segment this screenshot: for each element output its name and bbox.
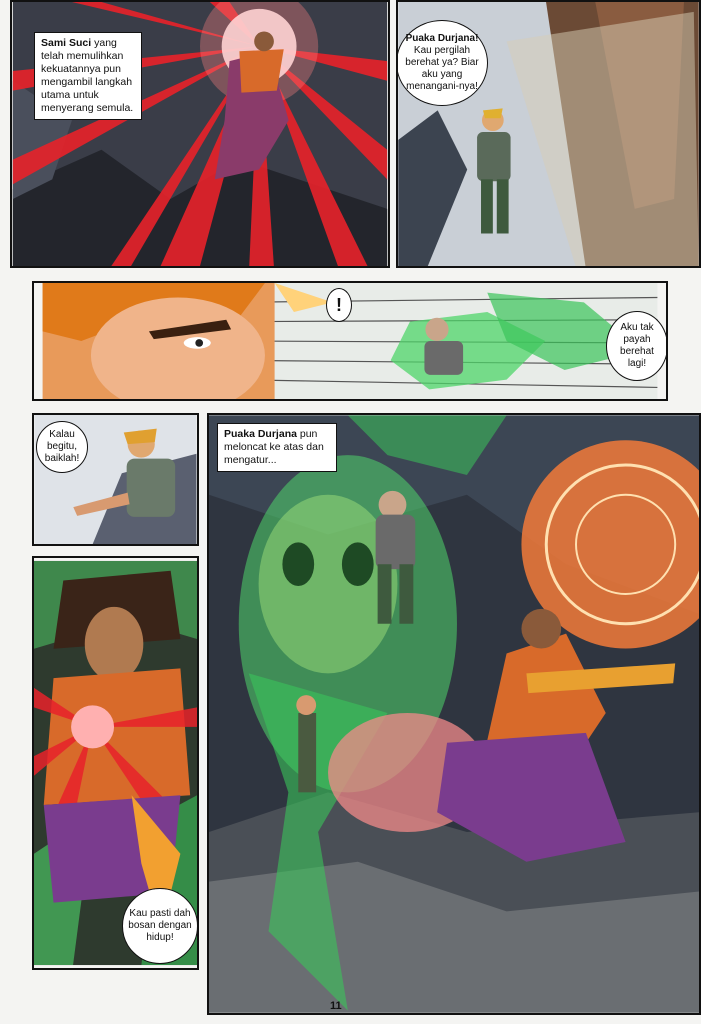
narration-caption [217, 423, 337, 472]
panel-2-hero-standing [396, 0, 701, 268]
caption-text: pun meloncat ke atas dan mengatur... [224, 428, 324, 466]
panel-3-green-ghost-attack [32, 281, 668, 401]
bubble-text: Kalau begitu, baiklah! [44, 429, 80, 464]
panel-5-ghost-and-seal [207, 413, 701, 1015]
bubble-text: Kau pergilah berehat ya? Biar aku yang menangani-nya! [405, 45, 479, 92]
page-number: 11 [330, 1000, 342, 1012]
bubble-text: Aku tak payah berehat lagi! [620, 322, 654, 369]
panel-4-hero-reply [32, 413, 199, 546]
panel-6-monk-attack [32, 556, 199, 970]
speech-bubble [36, 421, 88, 473]
caption-character-name: Puaka Durjana [224, 428, 297, 440]
bubble-character-name: Puaka Durjana! [405, 33, 479, 44]
caption-character-name: Sami Suci [41, 37, 92, 49]
exclamation-bubble [326, 288, 352, 322]
speech-bubble [122, 888, 198, 964]
caption-text: yang telah memulihkan kekuatannya pun mengambil langkah utama untuk menyerang semula. [41, 37, 134, 114]
narration-caption [34, 32, 142, 120]
bubble-text: Kau pasti dah bosan dengan hidup! [128, 908, 192, 943]
speech-bubble [396, 20, 488, 106]
speech-bubble [606, 311, 668, 381]
ghost-seal-artwork [209, 415, 699, 1013]
panel-1-red-burst [10, 0, 390, 268]
exclamation-mark: ! [336, 295, 342, 315]
